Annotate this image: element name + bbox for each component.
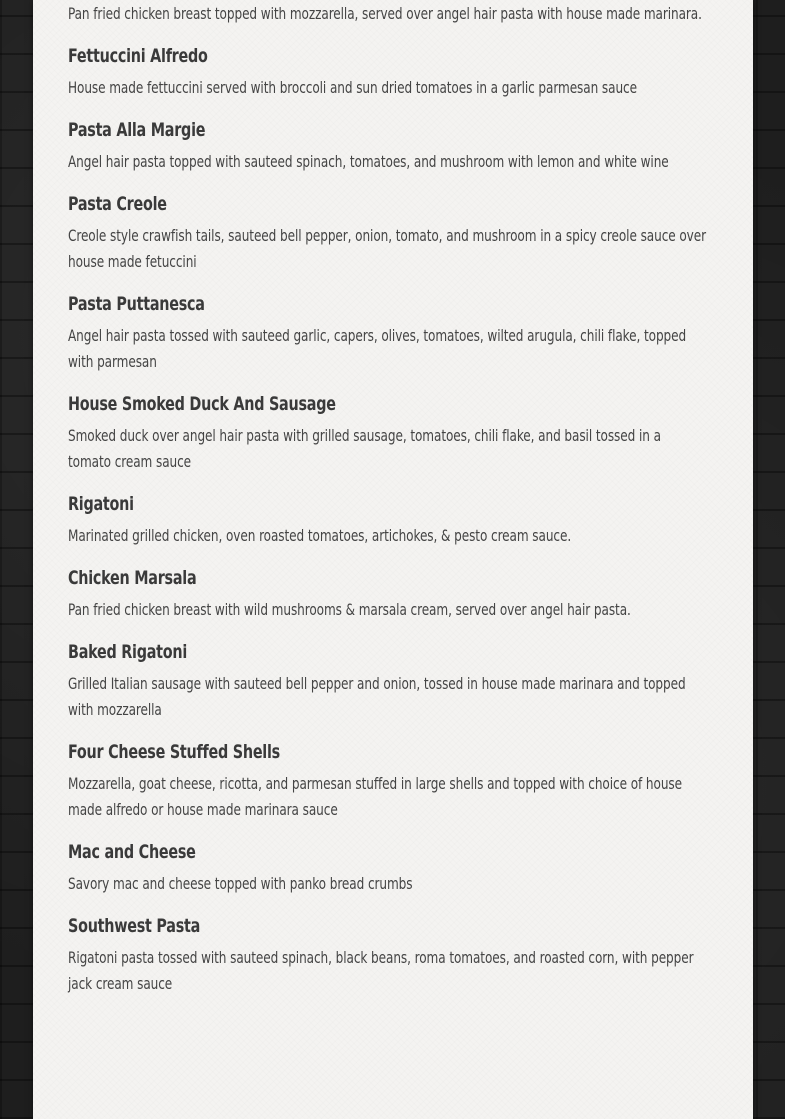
menu-item-list — [68, 0, 708, 1013]
menu-item — [68, 1, 708, 27]
menu-item-description: Mozzarella, goat cheese, ricotta, and parmesan stuffed in large shells and topped with choice of house made alfredo or house made marinara sauce — [68, 774, 682, 819]
menu-item-name: Rigatoni — [68, 493, 134, 515]
menu-item-name: Pasta Puttanesca — [68, 293, 205, 315]
menu-item-name: House Smoked Duck And Sausage — [68, 393, 336, 415]
menu-item-name: Pasta Creole — [68, 193, 167, 215]
menu-item-name: Fettuccini Alfredo — [68, 45, 208, 67]
menu-item — [68, 639, 708, 723]
menu-item — [68, 391, 708, 475]
menu-item-name: Pasta Alla Margie — [68, 119, 206, 141]
menu-item-description: Rigatoni pasta tossed with sauteed spinach, black beans, roma tomatoes, and roasted corn, with pepper jack cream sauce — [68, 948, 694, 993]
menu-item — [68, 291, 708, 375]
menu-item — [68, 565, 708, 623]
menu-item-description: Marinated grilled chicken, oven roasted tomatoes, artichokes, & pesto cream sauce. — [68, 526, 572, 545]
menu-item — [68, 191, 708, 275]
menu-item — [68, 739, 708, 823]
menu-item — [68, 491, 708, 549]
menu-panel — [33, 0, 753, 1119]
menu-item-name: Chicken Marsala — [68, 567, 197, 589]
menu-item-name: Southwest Pasta — [68, 915, 201, 937]
menu-item-name: Baked Rigatoni — [68, 641, 188, 663]
menu-item — [68, 839, 708, 897]
menu-item-name: Mac and Cheese — [68, 841, 196, 863]
menu-item-description: Angel hair pasta tossed with sauteed garlic, capers, olives, tomatoes, wilted arugula, chili flake, topped with parmesan — [68, 326, 687, 371]
menu-item-description: Smoked duck over angel hair pasta with grilled sausage, tomatoes, chili flake, and basil tossed in a tomato cream sauce — [68, 426, 661, 471]
menu-item-description: Angel hair pasta topped with sauteed spinach, tomatoes, and mushroom with lemon and white wine — [68, 152, 669, 171]
menu-item — [68, 117, 708, 175]
menu-item-description: House made fettuccini served with broccoli and sun dried tomatoes in a garlic parmesan sauce — [68, 78, 637, 97]
menu-item-name: Four Cheese Stuffed Shells — [68, 741, 280, 763]
menu-item-description: Pan fried chicken breast topped with mozzarella, served over angel hair pasta with house made marinara. — [68, 4, 702, 23]
menu-item-description: Grilled Italian sausage with sauteed bell pepper and onion, tossed in house made marinara and topped with mozzarella — [68, 674, 686, 719]
menu-item — [68, 913, 708, 997]
menu-item-description: Pan fried chicken breast with wild mushrooms & marsala cream, served over angel hair pasta. — [68, 600, 631, 619]
menu-item-description: Savory mac and cheese topped with panko bread crumbs — [68, 874, 413, 893]
menu-item — [68, 43, 708, 101]
menu-item-description: Creole style crawfish tails, sauteed bell pepper, onion, tomato, and mushroom in a spicy creole sauce over house made fetuccini — [68, 226, 706, 271]
